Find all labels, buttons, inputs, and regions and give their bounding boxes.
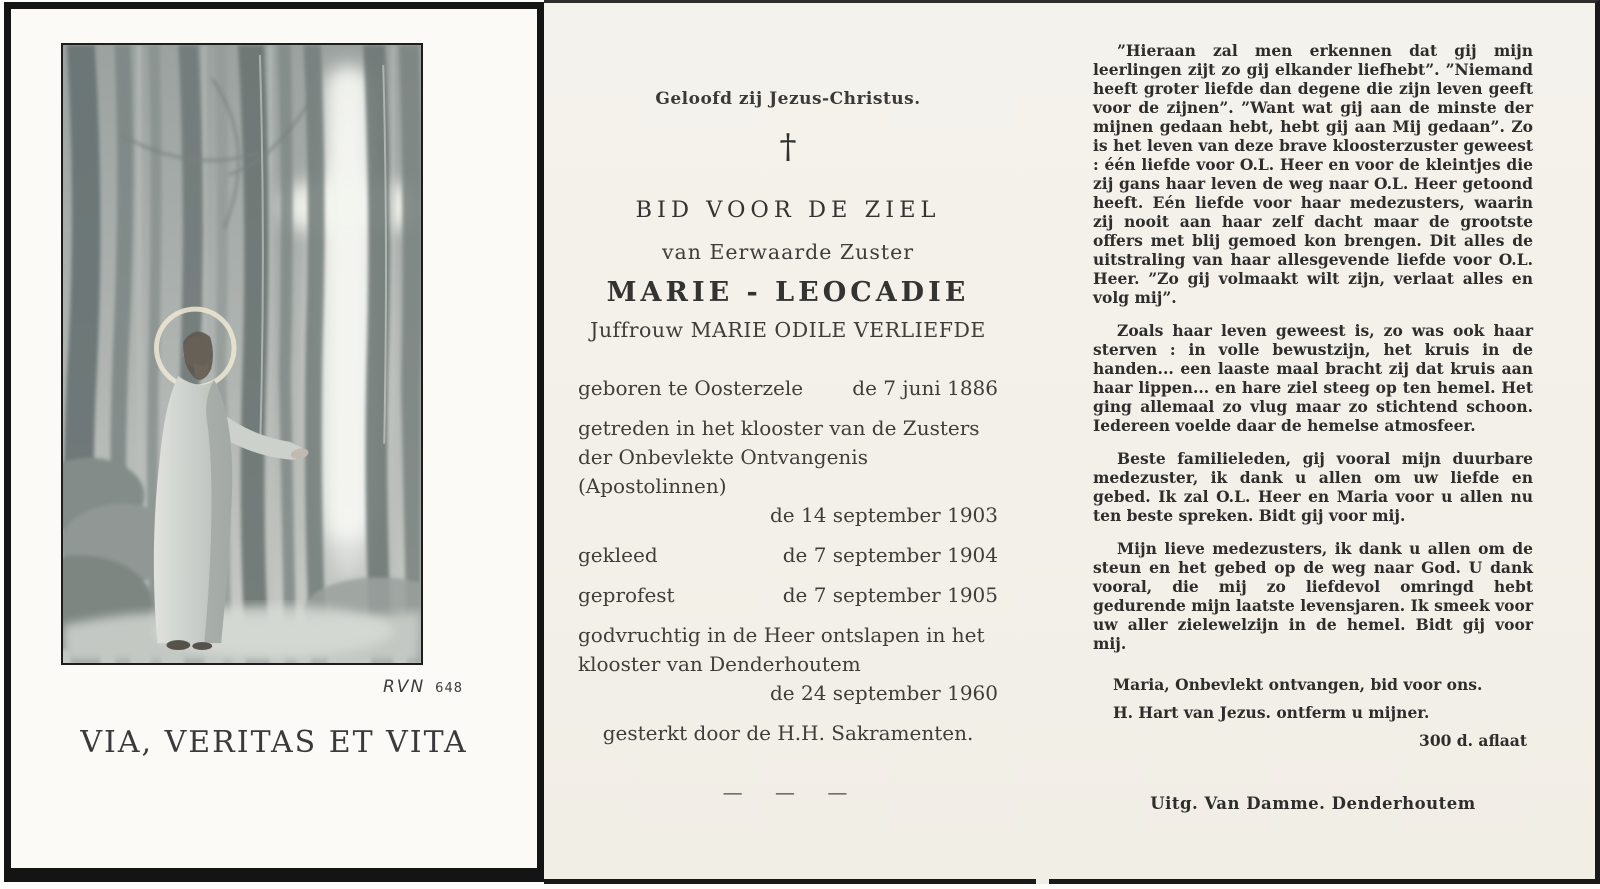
memorial-paragraph: ”Hieraan zal men erkennen dat gij mijn leerlingen zijt zo gij elkander liefhebt”. ”Niemand heeft groter liefde dan degene die zijn leven geeft voor de zijnen”. ”Want wat gij aan de minste der mijnen gedaan hebt, hebt gij aan Mij gedaan”. Zo is het leven van deze brave kloosterzuster geweest : één liefde voor O.L. Heer en voor de kleintjes die zij gans haar leven de weg naar O.L. Heer getoond heeft. Eén liefde voor haar medezusters, waarin zij nooit aan haar zelf dacht maar de grootste offers met blij gemoed kon brengen. Dit alles de uitstraling van haar allesgevende liefde voor O.L. Heer. ”Zo gij volmaakt wilt zijn, verlaat alles en volg mij”. [1093, 41, 1533, 307]
event-label: geprofest [578, 583, 675, 607]
event-label: geboren te Oosterzele [578, 376, 804, 400]
event-label: godvruchtig in de Heer ontslapen in het klooster van Denderhoutem [578, 623, 985, 676]
closing-prayers [1093, 675, 1533, 750]
religious-name: MARIE - LEOCADIE [606, 277, 970, 308]
event-date: de 7 september 1905 [782, 583, 998, 607]
event-died [578, 621, 998, 708]
signature-number: 648 [435, 681, 463, 696]
prayer-card-front [4, 2, 544, 882]
prayer-line: Maria, Onbevlekt ontvangen, bid voor ons. [1113, 675, 1483, 694]
event-professed [578, 581, 998, 610]
panel-heading: BID VOOR DE ZIEL [635, 197, 941, 223]
middle-panel [578, 3, 998, 887]
event-label: gekleed [578, 543, 658, 567]
signature-initials: RVN [383, 677, 426, 697]
bottom-rule-right-segment [1049, 879, 1595, 884]
event-date: de 7 september 1904 [782, 543, 998, 567]
prayer-line: H. Hart van Jezus. ontferm u mijner. [1113, 703, 1430, 722]
event-date: de 14 september 1903 [770, 503, 998, 527]
memorial-paragraph: Zoals haar leven geweest is, zo was ook haar sterven : in volle bewustzijn, het kruis in de handen... een laaste maal bracht zij dat kruis aan haar lippen... en hare ziel steeg op ten hemel. Het ging allemaal zo vlug maar zo stichtend schoon. Iedereen voelde daar de hemelse atmosfeer. [1093, 321, 1533, 435]
memorial-paragraph: Beste familieleden, gij vooral mijn duurbare medezuster, ik dank u allen om uw liefde en gebed. Ik zal O.L. Heer en Maria voor u allen nu ten beste spreken. Bidt gij voor mij. [1093, 449, 1533, 525]
event-date: de 7 juni 1886 [852, 376, 998, 400]
right-panel [1093, 41, 1533, 813]
artwork-jesus-forest [63, 45, 421, 663]
life-events-list [578, 374, 998, 807]
sacraments-line: gesterkt door de H.H. Sakramenten. [602, 721, 974, 745]
cross-icon: † [779, 127, 797, 167]
foot [192, 642, 212, 650]
civil-name: Juffrouw MARIE ODILE VERLIEFDE [590, 318, 986, 342]
event-date: de 24 september 1960 [770, 681, 998, 705]
artwork-frame [61, 43, 423, 665]
foot [166, 640, 190, 650]
dash-divider: — — — [722, 780, 854, 804]
event-label: getreden in het klooster van de Zusters der Onbevlekte Ontvangenis (Apostolinnen) [578, 416, 980, 498]
memorial-paragraph: Mijn lieve medezusters, ik dank u allen om de steun en het gebed op de weg naar God. U dank vooral, die mij zo liefdevol omringd hebt gedurende mijn laatste levensjaren. Ik smeek voor uw aller zielewelzijn in de hemel. Bidt gij voor mij. [1093, 539, 1533, 653]
card-caption: VIA, VERITAS ET VITA [80, 725, 468, 760]
invocation-line: Geloofd zij Jezus-Christus. [655, 89, 921, 109]
event-born [578, 374, 998, 403]
event-entered-convent [578, 414, 998, 530]
indulgence-note: 300 d. aflaat [1419, 731, 1527, 750]
artist-signature [11, 677, 463, 697]
panel-subheading: van Eerwaarde Zuster [661, 240, 915, 264]
event-clothed [578, 541, 998, 570]
prayer-card-inner-spread [544, 0, 1600, 884]
bottom-rule-left-segment [544, 879, 1036, 884]
publisher-line: Uitg. Van Damme. Denderhoutem [1150, 794, 1476, 813]
